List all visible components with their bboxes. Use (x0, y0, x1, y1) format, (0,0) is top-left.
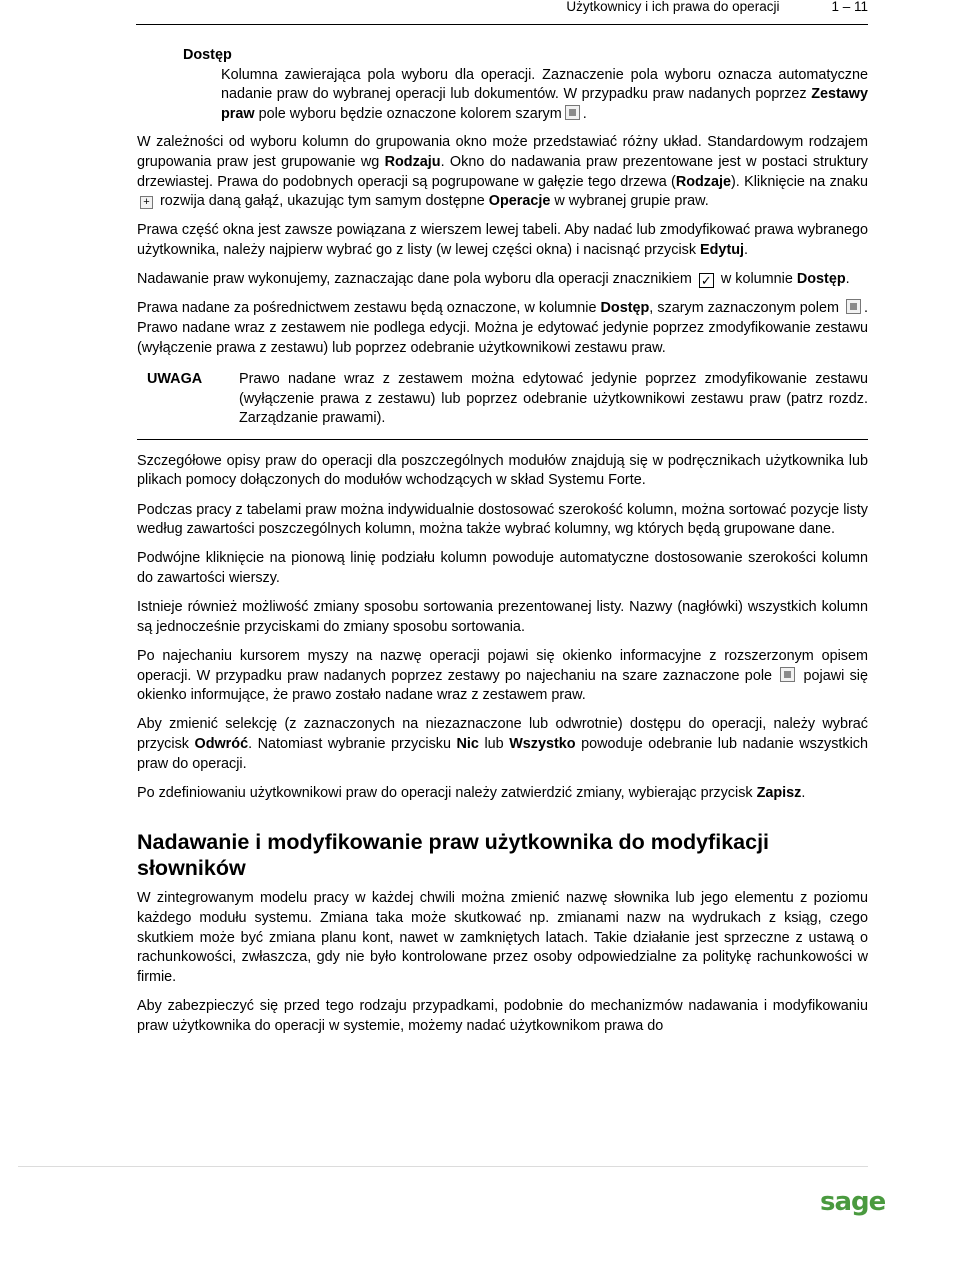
sage-logo: sage (820, 1187, 886, 1217)
section-paragraph-2: Aby zabezpieczyć się przed tego rodzaju przypadkami, podobnie do mechanizmów nadawania i modyfikowaniu praw użytkownika do operacji w systemie, możemy nadać użytkownikom prawa do (137, 997, 868, 1034)
term-dostep: Dostęp (183, 47, 232, 63)
paragraph-double-click: Podwójne kliknięcie na pionową linię podziału kolumn powoduje automatyczne dostosowanie szerokości kolumn do zawartości wierszy. (137, 550, 868, 587)
note-box (137, 370, 868, 440)
term-dostep-definition: Kolumna zawierająca pola wyboru dla operacji. Zaznaczenie pola wyboru oznacza automatyczne nadanie praw do wybranej operacji lub dokumentów. W przypadku praw nadanych poprzez Zestawy praw pole wyboru będzie oznaczone kolorem szarym . (221, 66, 868, 122)
note-label: UWAGA (147, 371, 203, 388)
paragraph-selection: Aby zmienić selekcję (z zaznaczonych na niezaznaczone lub odwrotnie) dostępu do operacji, należy wybrać przycisk Odwróć. Natomiast wybranie przycisku Nic lub Wszystko powoduje odebranie lub nadanie wszystkich praw do operacji. (137, 716, 868, 772)
checkmark-icon: ✓ (699, 273, 714, 288)
note-text: Prawo nadane wraz z zestawem można edytować jedynie poprzez zmodyfikowanie zestawu (wyłączenie prawa z zestawu) lub poprzez odebranie użytkownikowi zestawu praw (patrz rozdz. Zarządzanie prawami). (239, 371, 868, 427)
footer-divider (18, 1166, 868, 1167)
header-title: Użytkownicy i ich prawa do operacji (566, 0, 780, 14)
paragraph-grouping: W zależności od wyboru kolumn do grupowania okno może przedstawiać różny układ. Standardowym rodzajem grupowania praw jest grupowanie wg Rodzaju. Okno do nadawania praw prezentowane jest w postaci struktury drzewiastej. Prawa do podobnych operacji są pogrupowane w gałęzie tego drzewa (Rodzaje). Kliknięcie na znaku + rozwija daną gałąź, ukazując tym samym dostępne Operacje w wybranej grupie praw. (137, 134, 868, 210)
gray-checkbox-icon (780, 667, 795, 682)
gray-checkbox-icon (846, 299, 861, 314)
page-header (136, 0, 868, 25)
paragraph-details: Szczegółowe opisy praw do operacji dla poszczególnych modułów znajdują się w podręcznikach użytkownika lub plikach pomocy dołączonych do modułów wchodzących w skład Systemu Forte. (137, 452, 868, 489)
paragraph-set-rights: Prawa nadane za pośrednictwem zestawu będą oznaczone, w kolumnie Dostęp, szarym zaznaczonym polem . Prawo nadane wraz z zestawem nie podlega edycji. Można je edytować jedynie poprzez zmodyfikowanie zestawu (wyłączenie prawa z zestawu) lub poprzez odebranie użytkownikowi zestawu praw. (137, 300, 868, 356)
paragraph-tables: Podczas pracy z tabelami praw można indywidualnie dostosować szerokość kolumn, można sortować pozycje listy według zawartości poszczególnych kolumn, można także wybrać kolumny, wg których będą grupowane dane. (137, 501, 868, 538)
paragraph-sorting: Istnieje również możliwość zmiany sposobu sortowania prezentowanej listy. Nazwy (nagłówki) wszystkich kolumn są jednocześnie przyciskami do zmiany sposobu sortowania. (137, 599, 868, 635)
section-heading: Nadawanie i modyfikowanie praw użytkownika do modyfikacji słowników (137, 830, 770, 881)
page-number: 1 – 11 (831, 0, 868, 14)
paragraph-checkmark: Nadawanie praw wykonujemy, zaznaczając dane pola wyboru dla operacji znacznikiem ✓ w kolumnie Dostęp. (137, 271, 850, 289)
gray-checkbox-icon (565, 105, 580, 120)
plus-expand-icon: + (140, 196, 153, 209)
paragraph-save: Po zdefiniowaniu użytkownikowi praw do operacji należy zatwierdzić zmiany, wybierając przycisk Zapisz. (137, 784, 806, 801)
section-paragraph-1: W zintegrowanym modelu pracy w każdej chwili można zmienić nazwę słownika lub jego elementu z poziomu każdego modułu systemu. Zmiana taka może skutkować np. zmianami nazw na wydrukach z ksiąg, czego skutkiem może być zmiana planu kont, nawet w zamkniętych latach. Takie działanie jest sprzeczne z ustawą o rachunkowości, zwłaszcza, gdy nie było kontrolowane przez osoby odpowiedzialne za politykę rachunkowości w firmie. (137, 890, 868, 985)
page-content (137, 40, 868, 1046)
paragraph-edit: Prawa część okna jest zawsze powiązana z wierszem lewej tabeli. Aby nadać lub zmodyfikować prawa wybranego użytkownika, należy najpierw wybrać go z listy (w lewej części okna) i nacisnąć przycisk Edytuj. (137, 222, 868, 258)
paragraph-tooltip: Po najechaniu kursorem myszy na nazwę operacji pojawi się okienko informacyjne z rozszerzonym opisem operacji. W przypadku praw nadanych poprzez zestawy po najechaniu na szare zaznaczone pole pojawi się okienko informujące, że prawo zostało nadane wraz z zestawem praw. (137, 648, 868, 704)
